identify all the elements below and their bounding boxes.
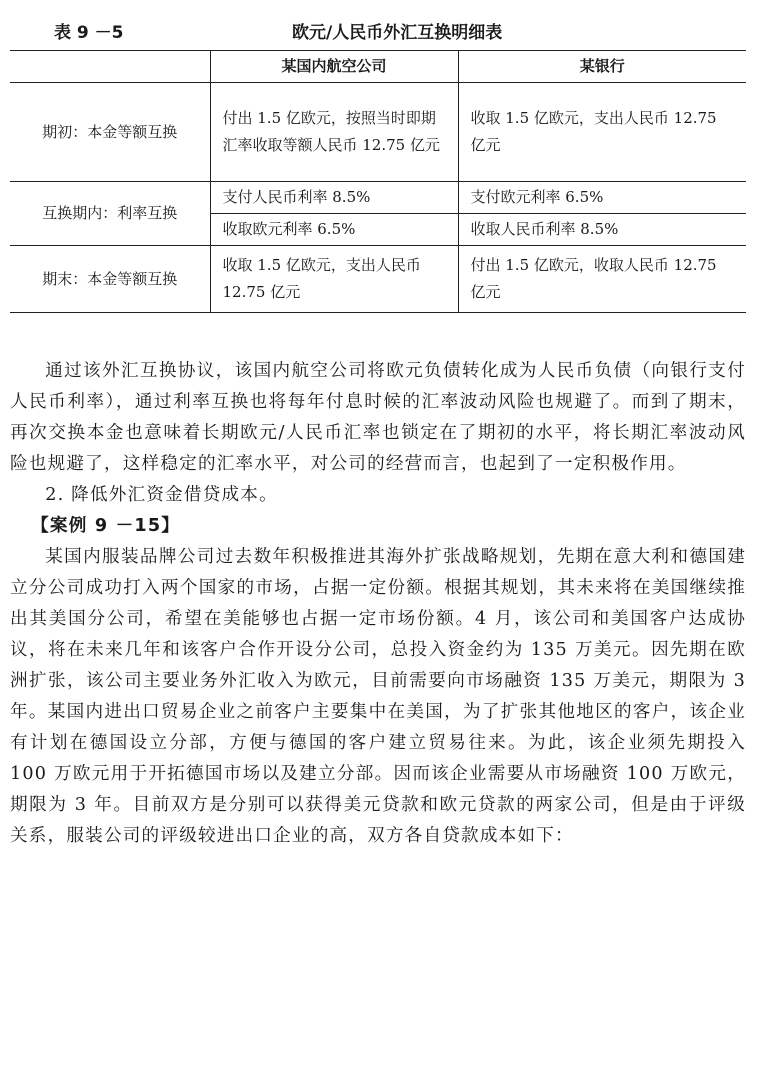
paragraph-case-description: 某国内服装品牌公司过去数年积极推进其海外扩张战略规划，先期在意大利和德国建立分公司成功打入两个国家的市场，占据一定份额。根据其规划，其未来将在美国继续推出其美国分公司，希望在美能够也占据一定市场份额。4 月，该公司和美国客户达成协议，将在未来几年和该客户合作开设分公司，总投入资金约为 135 万美元。因先期在欧洲扩张，该公司主要业务外汇收入为欧元，目前需要向市场融资 135 万美元，期限为 3 年。某国内进出口贸易企业之前客户主要集中在美国，为了扩张其他地区的客户，该企业有计划在德国设立分部，方便与德国的客户建立贸易往来。为此，该企业须先期投入 100 万欧元用于开拓德国市场以及建立分部。因而该企业需要从市场融资 100 万欧元，期限为 3 年。目前双方是分别可以获得美元贷款和欧元贷款的两家公司，但是由于评级关系，服装公司的评级较进出口企业的高，双方各自贷款成本如下： (10, 547, 746, 846)
case-title: 【案例 9 －15】 (31, 516, 181, 536)
paragraph-swap-effect: 通过该外汇互换协议，该国内航空公司将欧元负债转化成为人民币负债（向银行支付人民币利率），通过利率互换也将每年付息时候的汇率波动风险也规避了。而到了期末，再次交换本金也意味着长期欧元/人民币汇率也锁定在了期初的水平，将长期汇率波动风险也规避了，这样稳定的汇率水平，对公司的经营而言，也起到了一定积极作用。 (10, 361, 746, 474)
section-heading: 2. 降低外汇资金借贷成本。 (45, 485, 278, 505)
header-empty (10, 51, 210, 83)
cell-bank-interim-receive: 收取人民币利率 8.5% (458, 214, 746, 246)
table-caption (32, 14, 732, 42)
table-number: 表 9 －5 (54, 23, 124, 43)
row-label-end: 期末：本金等额互换 (10, 246, 210, 313)
cell-airline-interim-receive: 收取欧元利率 6.5% (210, 214, 458, 246)
cell-airline-interim-pay: 支付人民币利率 8.5% (210, 182, 458, 214)
row-label-start: 期初：本金等额互换 (10, 83, 210, 182)
table-row (10, 83, 746, 182)
cell-bank-start: 收取 1.5 亿欧元，支出人民币 12.75 亿元 (458, 83, 746, 182)
row-label-interim: 互换期内：利率互换 (10, 182, 210, 246)
fx-swap-table (10, 50, 746, 313)
header-airline: 某国内航空公司 (210, 51, 458, 83)
table-title: 欧元/人民币外汇互换明细表 (292, 23, 503, 43)
table-header-row (10, 51, 746, 83)
body-text (10, 356, 746, 852)
cell-airline-start: 付出 1.5 亿欧元，按照当时即期汇率收取等额人民币 12.75 亿元 (210, 83, 458, 182)
cell-bank-interim-pay: 支付欧元利率 6.5% (458, 182, 746, 214)
cell-bank-end: 付出 1.5 亿欧元，收取人民币 12.75 亿元 (458, 246, 746, 313)
table-row (10, 246, 746, 313)
table-row (10, 182, 746, 214)
cell-airline-end: 收取 1.5 亿欧元，支出人民币 12.75 亿元 (210, 246, 458, 313)
header-bank: 某银行 (458, 51, 746, 83)
